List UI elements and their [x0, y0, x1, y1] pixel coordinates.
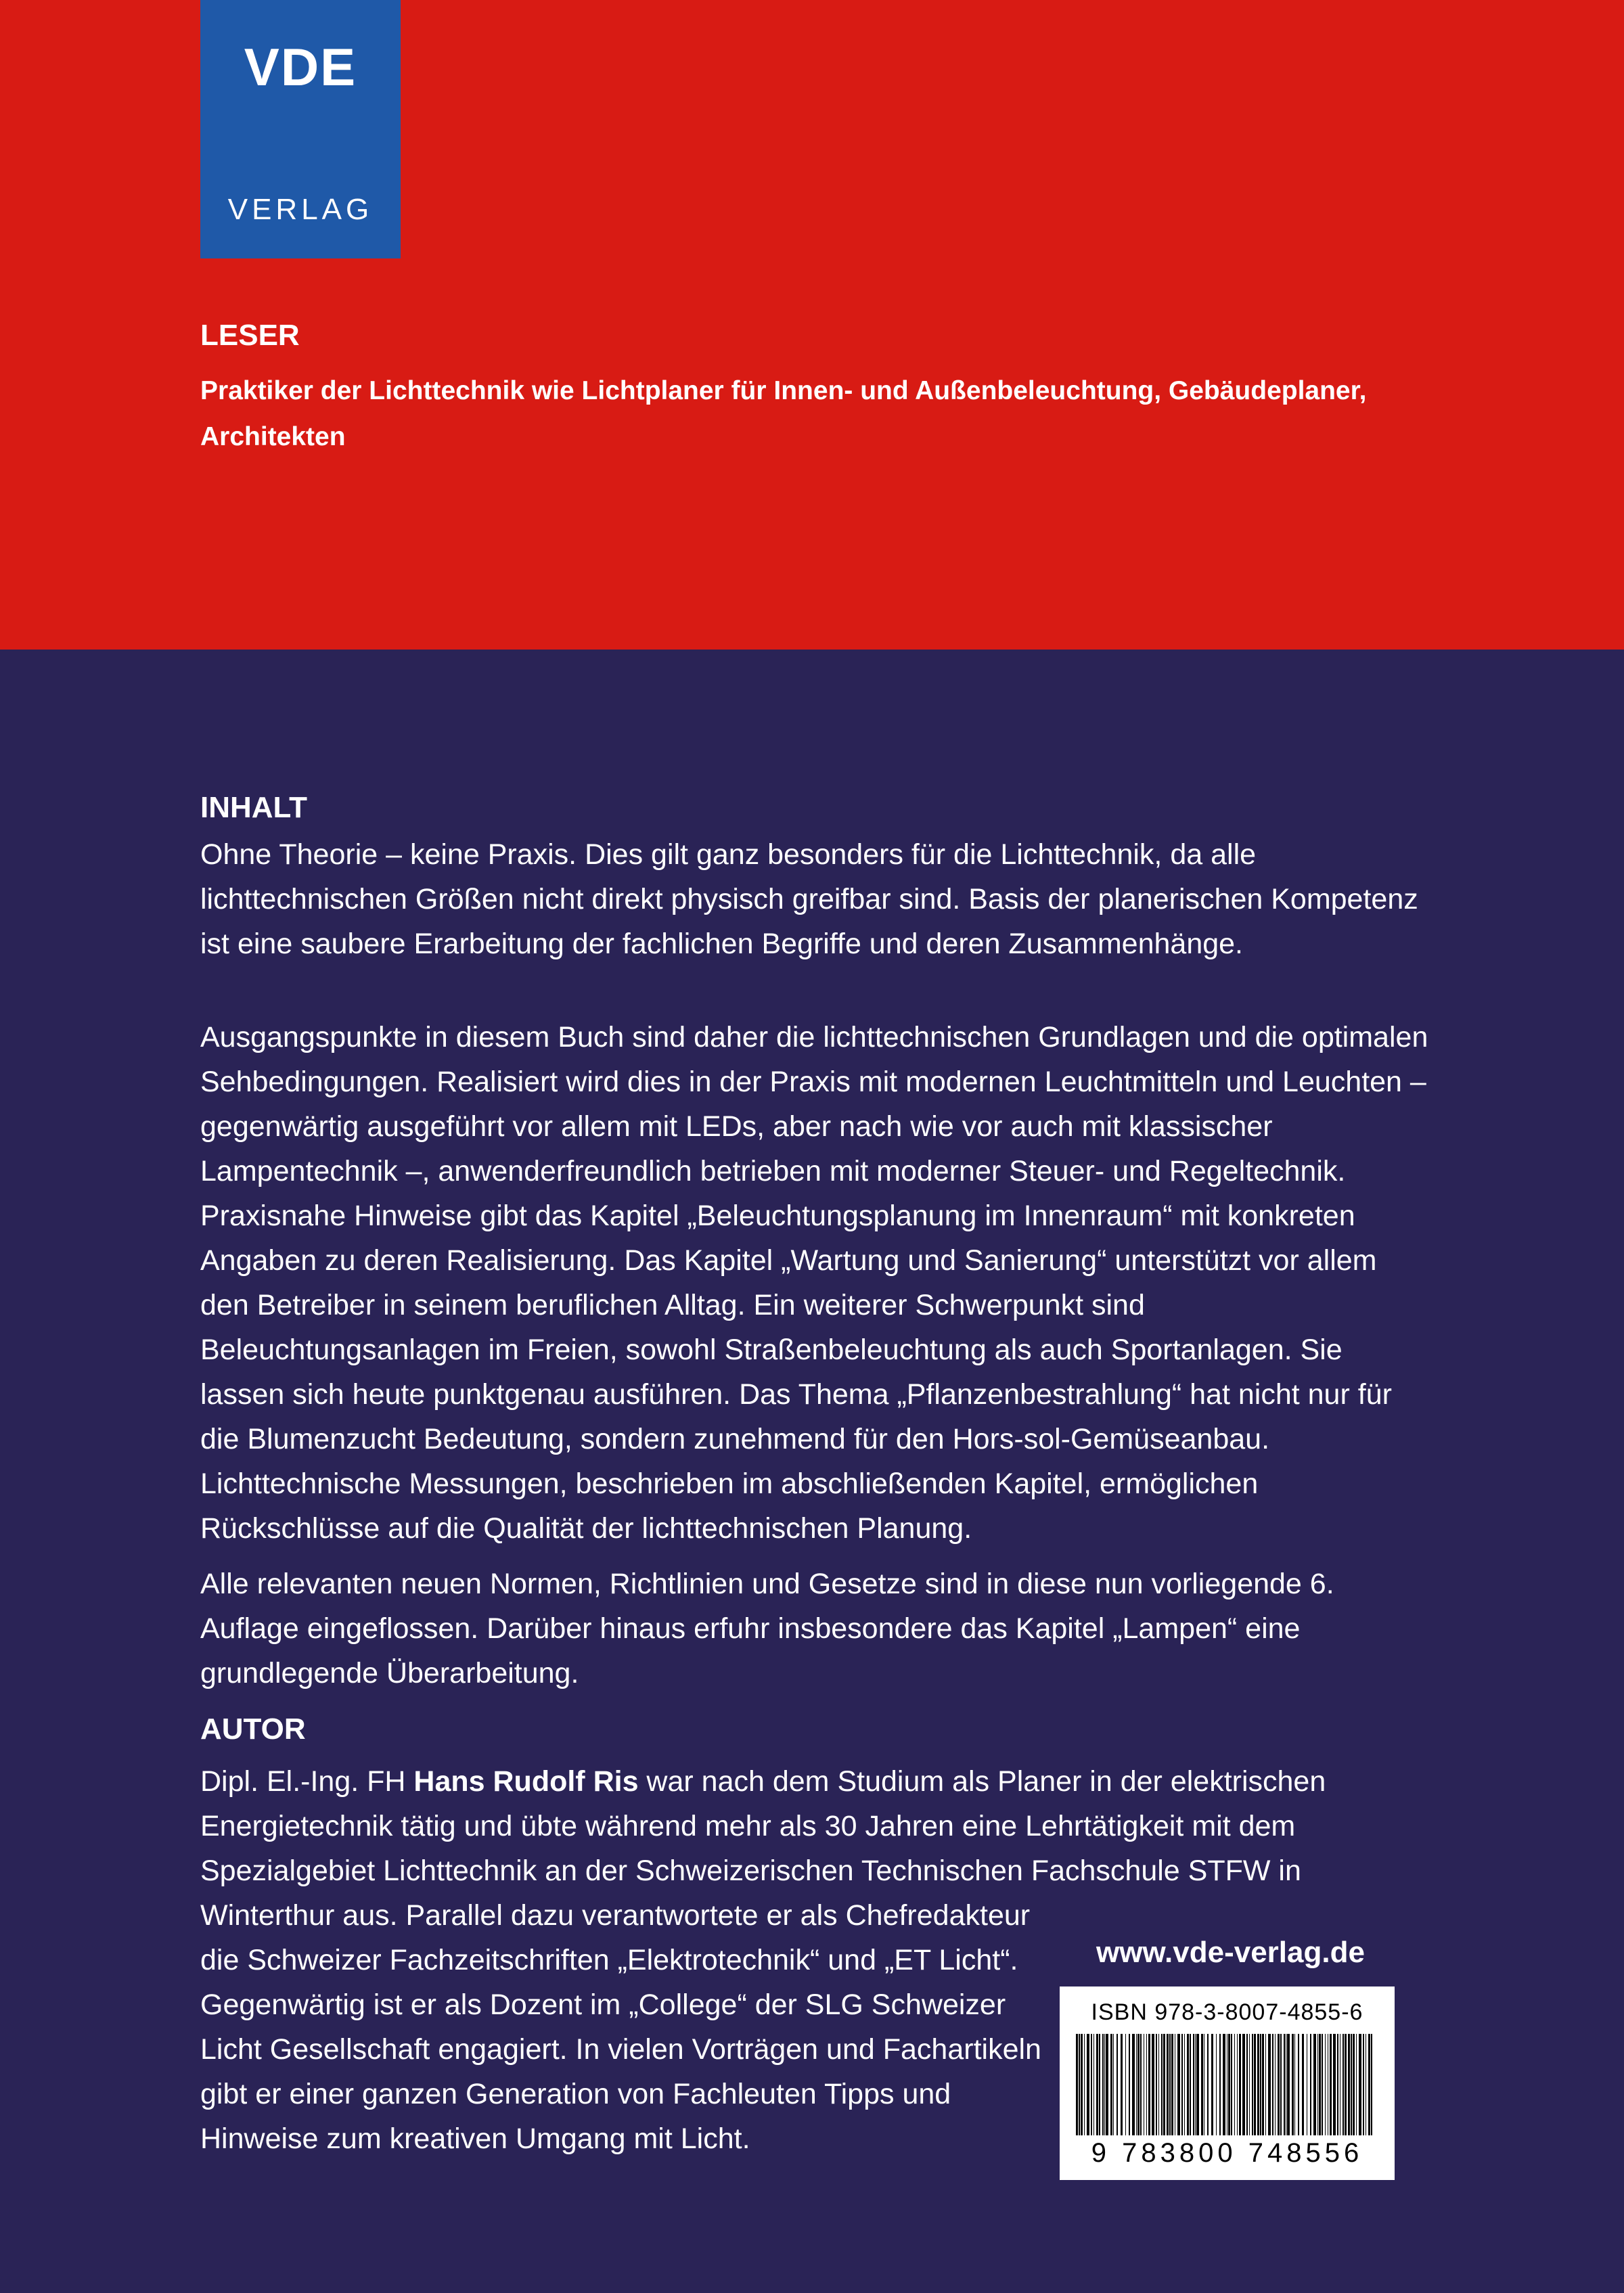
barcode-bar	[1359, 2034, 1361, 2135]
barcode-bar	[1146, 2034, 1147, 2135]
barcode-bar	[1079, 2034, 1080, 2135]
barcode-bar	[1216, 2034, 1217, 2135]
barcode-bar	[1284, 2034, 1285, 2135]
barcode-bar	[1096, 2034, 1098, 2135]
barcode-bar	[1292, 2034, 1294, 2135]
barcode-bar	[1242, 2034, 1245, 2135]
barcode-bar	[1302, 2034, 1304, 2135]
barcode-bar	[1298, 2034, 1299, 2135]
barcode-bar	[1287, 2034, 1290, 2135]
barcode-bar	[1275, 2034, 1276, 2135]
barcode-bar	[1228, 2034, 1230, 2135]
barcode-bar	[1317, 2034, 1318, 2135]
barcode-bar	[1219, 2034, 1221, 2135]
barcode-bar	[1262, 2034, 1264, 2135]
barcode-bar	[1181, 2034, 1183, 2135]
author-text-first: war nach dem Studium als Planer in der elektrischen Energietechnik tätig und übte während mehr als 30 Jahren eine Lehrtätigkeit mit dem Spezialgebiet Lichttechnik an der Schweizerischen Technischen Fachschule STFW in	[200, 1765, 1326, 1887]
barcode-bar	[1260, 2034, 1261, 2135]
barcode-bar	[1184, 2034, 1185, 2135]
author-title: Dipl. El.-Ing. FH	[200, 1765, 414, 1798]
barcode-bar	[1091, 2034, 1092, 2135]
barcode-bar	[1313, 2034, 1316, 2135]
author-bio-first	[200, 1759, 1432, 1893]
barcode-bar	[1148, 2034, 1150, 2135]
barcode-bar	[1345, 2034, 1347, 2135]
barcode-bar	[1110, 2034, 1112, 2135]
barcode-bar	[1351, 2034, 1352, 2135]
author-text-rest: Winterthur aus. Parallel dazu verantwortete er als Chefredakteur die Schweizer Fachzeitschriften „Elektrotechnik“ und „ET Licht“. Gegenwärtig ist er als Dozent im „College“ der SLG Schweizer Licht Gesellschaft engagiert. In vielen Vorträgen und Fachartikeln gibt er einer ganzen Generation von Fachleuten Tipps und Hinweise zum kreativen Umgang mit Licht.	[200, 1899, 1041, 2155]
barcode-bar	[1193, 2034, 1194, 2135]
barcode-bar	[1265, 2034, 1266, 2135]
content-paragraph: Ohne Theorie – keine Praxis. Dies gilt ganz besonders für die Lichttechnik, da alle lichttechnischen Größen nicht direkt physisch greifbar sind. Basis der planerischen Kompetenz ist eine saubere Erarbeitung der fachlichen Begriffe und deren Zusammenhänge.	[200, 838, 1418, 960]
barcode-bar	[1099, 2034, 1100, 2135]
barcode-bar	[1163, 2034, 1165, 2135]
barcode-bar	[1177, 2034, 1180, 2135]
barcode-bar	[1254, 2034, 1256, 2135]
barcode-bar	[1152, 2034, 1154, 2135]
content-paragraph: Alle relevanten neuen Normen, Richtlinien und Gesetze sind in diese nun vorliegende 6. Auflage eingeflossen. Darüber hinaus erfuhr insbesondere das Kapitel „Lampen“ eine grundlegende Überarbeitung.	[200, 1568, 1334, 1689]
barcode-bar	[1132, 2034, 1135, 2135]
barcode-bar	[1257, 2034, 1259, 2135]
barcode-bar	[1087, 2034, 1089, 2135]
barcode-bar	[1348, 2034, 1350, 2135]
barcode-bar	[1136, 2034, 1137, 2135]
barcode-bar	[1278, 2034, 1280, 2135]
barcode-bar	[1076, 2034, 1078, 2135]
barcode-bar	[1234, 2034, 1235, 2135]
barcode-bar	[1237, 2034, 1238, 2135]
barcode-bar	[1353, 2034, 1355, 2135]
barcode-bar	[1325, 2034, 1326, 2135]
barcode-digits: 9 783800 748556	[1091, 2138, 1363, 2168]
barcode-bar	[1161, 2034, 1163, 2135]
stripe-divider	[0, 710, 1624, 720]
barcode-bar	[1330, 2034, 1332, 2135]
barcode-bar	[1169, 2034, 1171, 2135]
barcode-bar	[1084, 2034, 1085, 2135]
barcode-bar	[1201, 2034, 1203, 2135]
barcode-bar	[1207, 2034, 1209, 2135]
barcode-bar	[1337, 2034, 1338, 2135]
author-heading: AUTOR	[200, 1712, 306, 1746]
stripe-divider	[0, 670, 1624, 679]
barcode-bar	[1158, 2034, 1159, 2135]
barcode-bar	[1125, 2034, 1126, 2135]
barcode-bar	[1343, 2034, 1344, 2135]
barcode-bar	[1294, 2034, 1295, 2135]
barcode-bar	[1190, 2034, 1191, 2135]
barcode-bar	[1280, 2034, 1282, 2135]
barcode-bar	[1129, 2034, 1130, 2135]
barcode-bar	[1239, 2034, 1241, 2135]
barcode-bar	[1333, 2034, 1336, 2135]
isbn-label: ISBN 978-3-8007-4855-6	[1091, 1999, 1363, 2025]
barcode-bar	[1121, 2034, 1123, 2135]
stripe-divider	[0, 731, 1624, 740]
barcode-bar	[1368, 2034, 1370, 2135]
vde-verlag-logo	[200, 0, 401, 258]
stripe-divider	[0, 690, 1624, 700]
barcode-bar	[1187, 2034, 1189, 2135]
barcode-bar	[1211, 2034, 1213, 2135]
barcode-bar	[1246, 2034, 1248, 2135]
logo-subtitle: VERLAG	[227, 193, 374, 226]
barcode-bar	[1167, 2034, 1169, 2135]
publisher-website: www.vde-verlag.de	[1096, 1936, 1365, 1969]
barcode-bar	[1371, 2034, 1372, 2135]
barcode-bar	[1102, 2034, 1104, 2135]
barcode-bar	[1116, 2034, 1118, 2135]
barcode-bar	[1363, 2034, 1364, 2135]
barcode-icon	[1076, 2034, 1378, 2135]
barcode-bar	[1231, 2034, 1232, 2135]
isbn-barcode-box	[1060, 1986, 1395, 2180]
barcode-bar	[1140, 2034, 1142, 2135]
barcode-bar	[1249, 2034, 1250, 2135]
barcode-bar	[1081, 2034, 1083, 2135]
readers-text: Praktiker der Lichttechnik wie Lichtplaner für Innen- und Außenbeleuchtung, Gebäudeplaner, Architekten	[200, 376, 1367, 451]
barcode-bar	[1268, 2034, 1271, 2135]
barcode-bar	[1137, 2034, 1140, 2135]
barcode-bar	[1272, 2034, 1273, 2135]
barcode-bar	[1113, 2034, 1114, 2135]
barcode-bar	[1171, 2034, 1173, 2135]
barcode-bar	[1196, 2034, 1199, 2135]
barcode-bar	[1252, 2034, 1253, 2135]
barcode-bar	[1319, 2034, 1321, 2135]
barcode-bar	[1223, 2034, 1225, 2135]
barcode-bar	[1310, 2034, 1311, 2135]
barcode-bar	[1156, 2034, 1157, 2135]
barcode-bar	[1093, 2034, 1094, 2135]
logo-brand: VDE	[244, 37, 357, 97]
content-paragraph: Ausgangspunkte in diesem Buch sind daher die lichttechnischen Grundlagen und die optimalen Sehbedingungen. Realisiert wird dies in der Praxis mit modernen Leuchtmitteln und Leuchten – gegenwärtig ausgeführt vor allem mit LEDs, aber nach wie vor auch mit klassischer Lampentechnik –, anwenderfreundlich betrieben mit moderner Steuer- und Regeltechnik. Praxisnahe Hinweise gibt das Kapitel „Beleuchtungsplanung im Innenraum“ mit konkreten Angaben zu deren Realisierung. Das Kapitel „Wartung und Sanierung“ unterstützt vor allem den Betreiber in seinem beruflichen Alltag. Ein weiterer Schwerpunkt sind Beleuchtungsanlagen im Freien, sowohl Straßenbeleuchtung als auch Sportanlagen. Sie lassen sich heute punktgenau ausführen. Das Thema „Pflanzenbestrahlung“ hat nicht nur für die Blumenzucht Bedeutung, sondern zunehmend für den Hors-sol-Gemüseanbau. Lichttechnische Messungen, beschrieben im abschließenden Kapitel, ermöglichen Rückschlüsse auf die Qualität der lichttechnischen Planung.	[200, 1021, 1428, 1545]
content-heading: INHALT	[200, 791, 308, 824]
barcode-bar	[1106, 2034, 1108, 2135]
barcode-bar	[1322, 2034, 1323, 2135]
readers-heading: LESER	[200, 319, 300, 352]
barcode-bar	[1104, 2034, 1105, 2135]
author-name: Hans Rudolf Ris	[413, 1765, 639, 1798]
barcode-bar	[1356, 2034, 1357, 2135]
barcode-bar	[1195, 2034, 1196, 2135]
stripe-divider	[0, 650, 1624, 659]
